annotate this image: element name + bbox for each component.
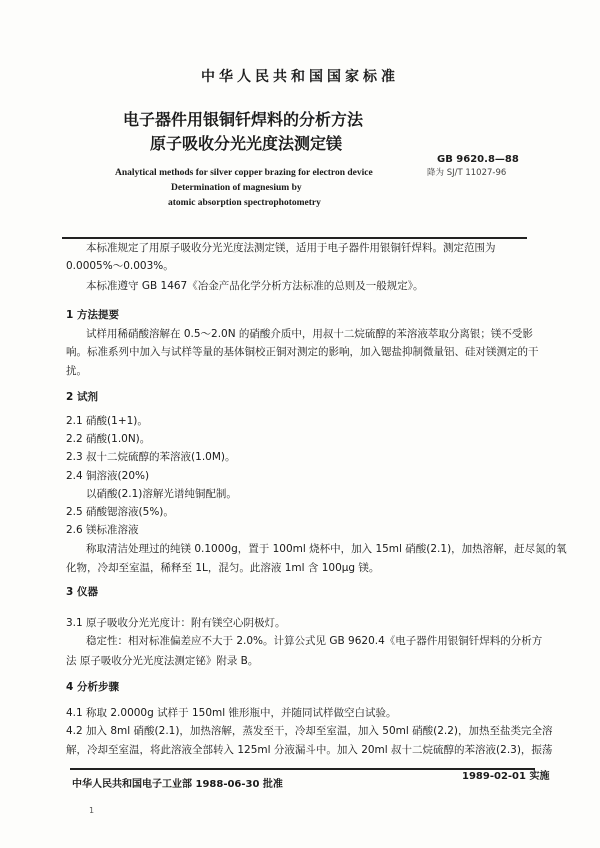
title-line-1: 电子器件用银铜钎焊料的分析方法 (123, 110, 364, 129)
section-heading: 2 试剂 (66, 391, 98, 403)
english-title-1: Analytical methods for silver copper brazing for electron device (115, 168, 373, 178)
intro-line: 本标准规定了用原子吸收分光光度法测定镁，适用于电子器件用银铜钎焊料。测定范围为 (86, 242, 496, 254)
body-line: 2.4 铜溶液(20%) (66, 470, 150, 482)
page-number: 1 (89, 806, 95, 815)
body-line: 解，冷却至室温，将此溶液全部转入 125ml 分液漏斗中。加入 20ml 叔十二烷硫醇的苯溶液(2.3)，振荡 (66, 744, 553, 756)
body-line: 扰。 (66, 365, 87, 377)
body-line: 2.1 硝酸(1+1)。 (66, 415, 148, 427)
approval-text: 中华人民共和国电子工业部 1988-06-30 批准 (72, 779, 283, 790)
body-line: 法 原子吸收分光光度法测定铋》附录 B。 (66, 655, 259, 667)
english-title-2: Determination of magnesium by (171, 183, 302, 193)
body-line: 化物，冷却至室温，稀释至 1L，混匀。此溶液 1ml 含 100μg 镁。 (66, 562, 380, 574)
body-line: 响。标准系列中加入与试样等量的基体铜校正铜对测定的影响，加入锶盐抑制微量铝、硅对镁测定的干 (66, 346, 539, 358)
intro-line: 本标准遵守 GB 1467《冶金产品化学分析方法标准的总则及一般规定》。 (86, 280, 424, 292)
implementation-date: 1989-02-01 实施 (462, 771, 550, 782)
body-line: 称取清洁处理过的纯镁 0.1000g，置于 100ml 烧杯中，加入 15ml 硝酸(2.1)，加热溶解，赶尽氮的氧 (86, 543, 567, 555)
section-heading: 1 方法提要 (66, 309, 119, 321)
header-rule (62, 237, 527, 239)
national-standard-label: 中华人民共和国国家标准 (201, 69, 399, 85)
section-heading: 4 分析步骤 (66, 681, 119, 693)
title-line-2: 原子吸收分光光度法测定镁 (150, 134, 343, 153)
body-line: 4.1 称取 2.0000g 试样于 150ml 锥形瓶中，并随同试样做空白试验。 (66, 707, 397, 719)
body-line: 4.2 加入 8ml 硝酸(2.1)，加热溶解，蒸发至干，冷却至室温，加入 50ml 硝酸(2.2)，加热至盐类完全溶 (66, 725, 553, 737)
section-heading: 3 仪器 (66, 586, 98, 598)
replaced-by: 降为 SJ/T 11027-96 (427, 168, 507, 178)
body-line: 3.1 原子吸收分光光度计：附有镁空心阴极灯。 (66, 617, 286, 629)
body-line: 2.3 叔十二烷硫醇的苯溶液(1.0M)。 (66, 451, 236, 463)
standard-number: GB 9620.8—88 (437, 154, 519, 165)
intro-line: 0.0005%～0.003%。 (66, 260, 174, 272)
english-title-3: atomic absorption spectrophotometry (168, 198, 321, 208)
body-line: 2.5 硝酸锶溶液(5%)。 (66, 506, 174, 518)
body-line: 2.6 镁标准溶液 (66, 524, 139, 536)
body-line: 2.2 硝酸(1.0N)。 (66, 433, 151, 445)
body-line: 稳定性：相对标准偏差应不大于 2.0%。计算公式见 GB 9620.4《电子器件用银铜钎焊料的分析方 (86, 635, 543, 647)
body-line: 以硝酸(2.1)溶解光谱纯铜配制。 (86, 488, 237, 500)
body-line: 试样用稀硝酸溶解在 0.5～2.0N 的硝酸介质中，用叔十二烷硫醇的苯溶液萃取分离银；镁不受影 (86, 328, 533, 340)
